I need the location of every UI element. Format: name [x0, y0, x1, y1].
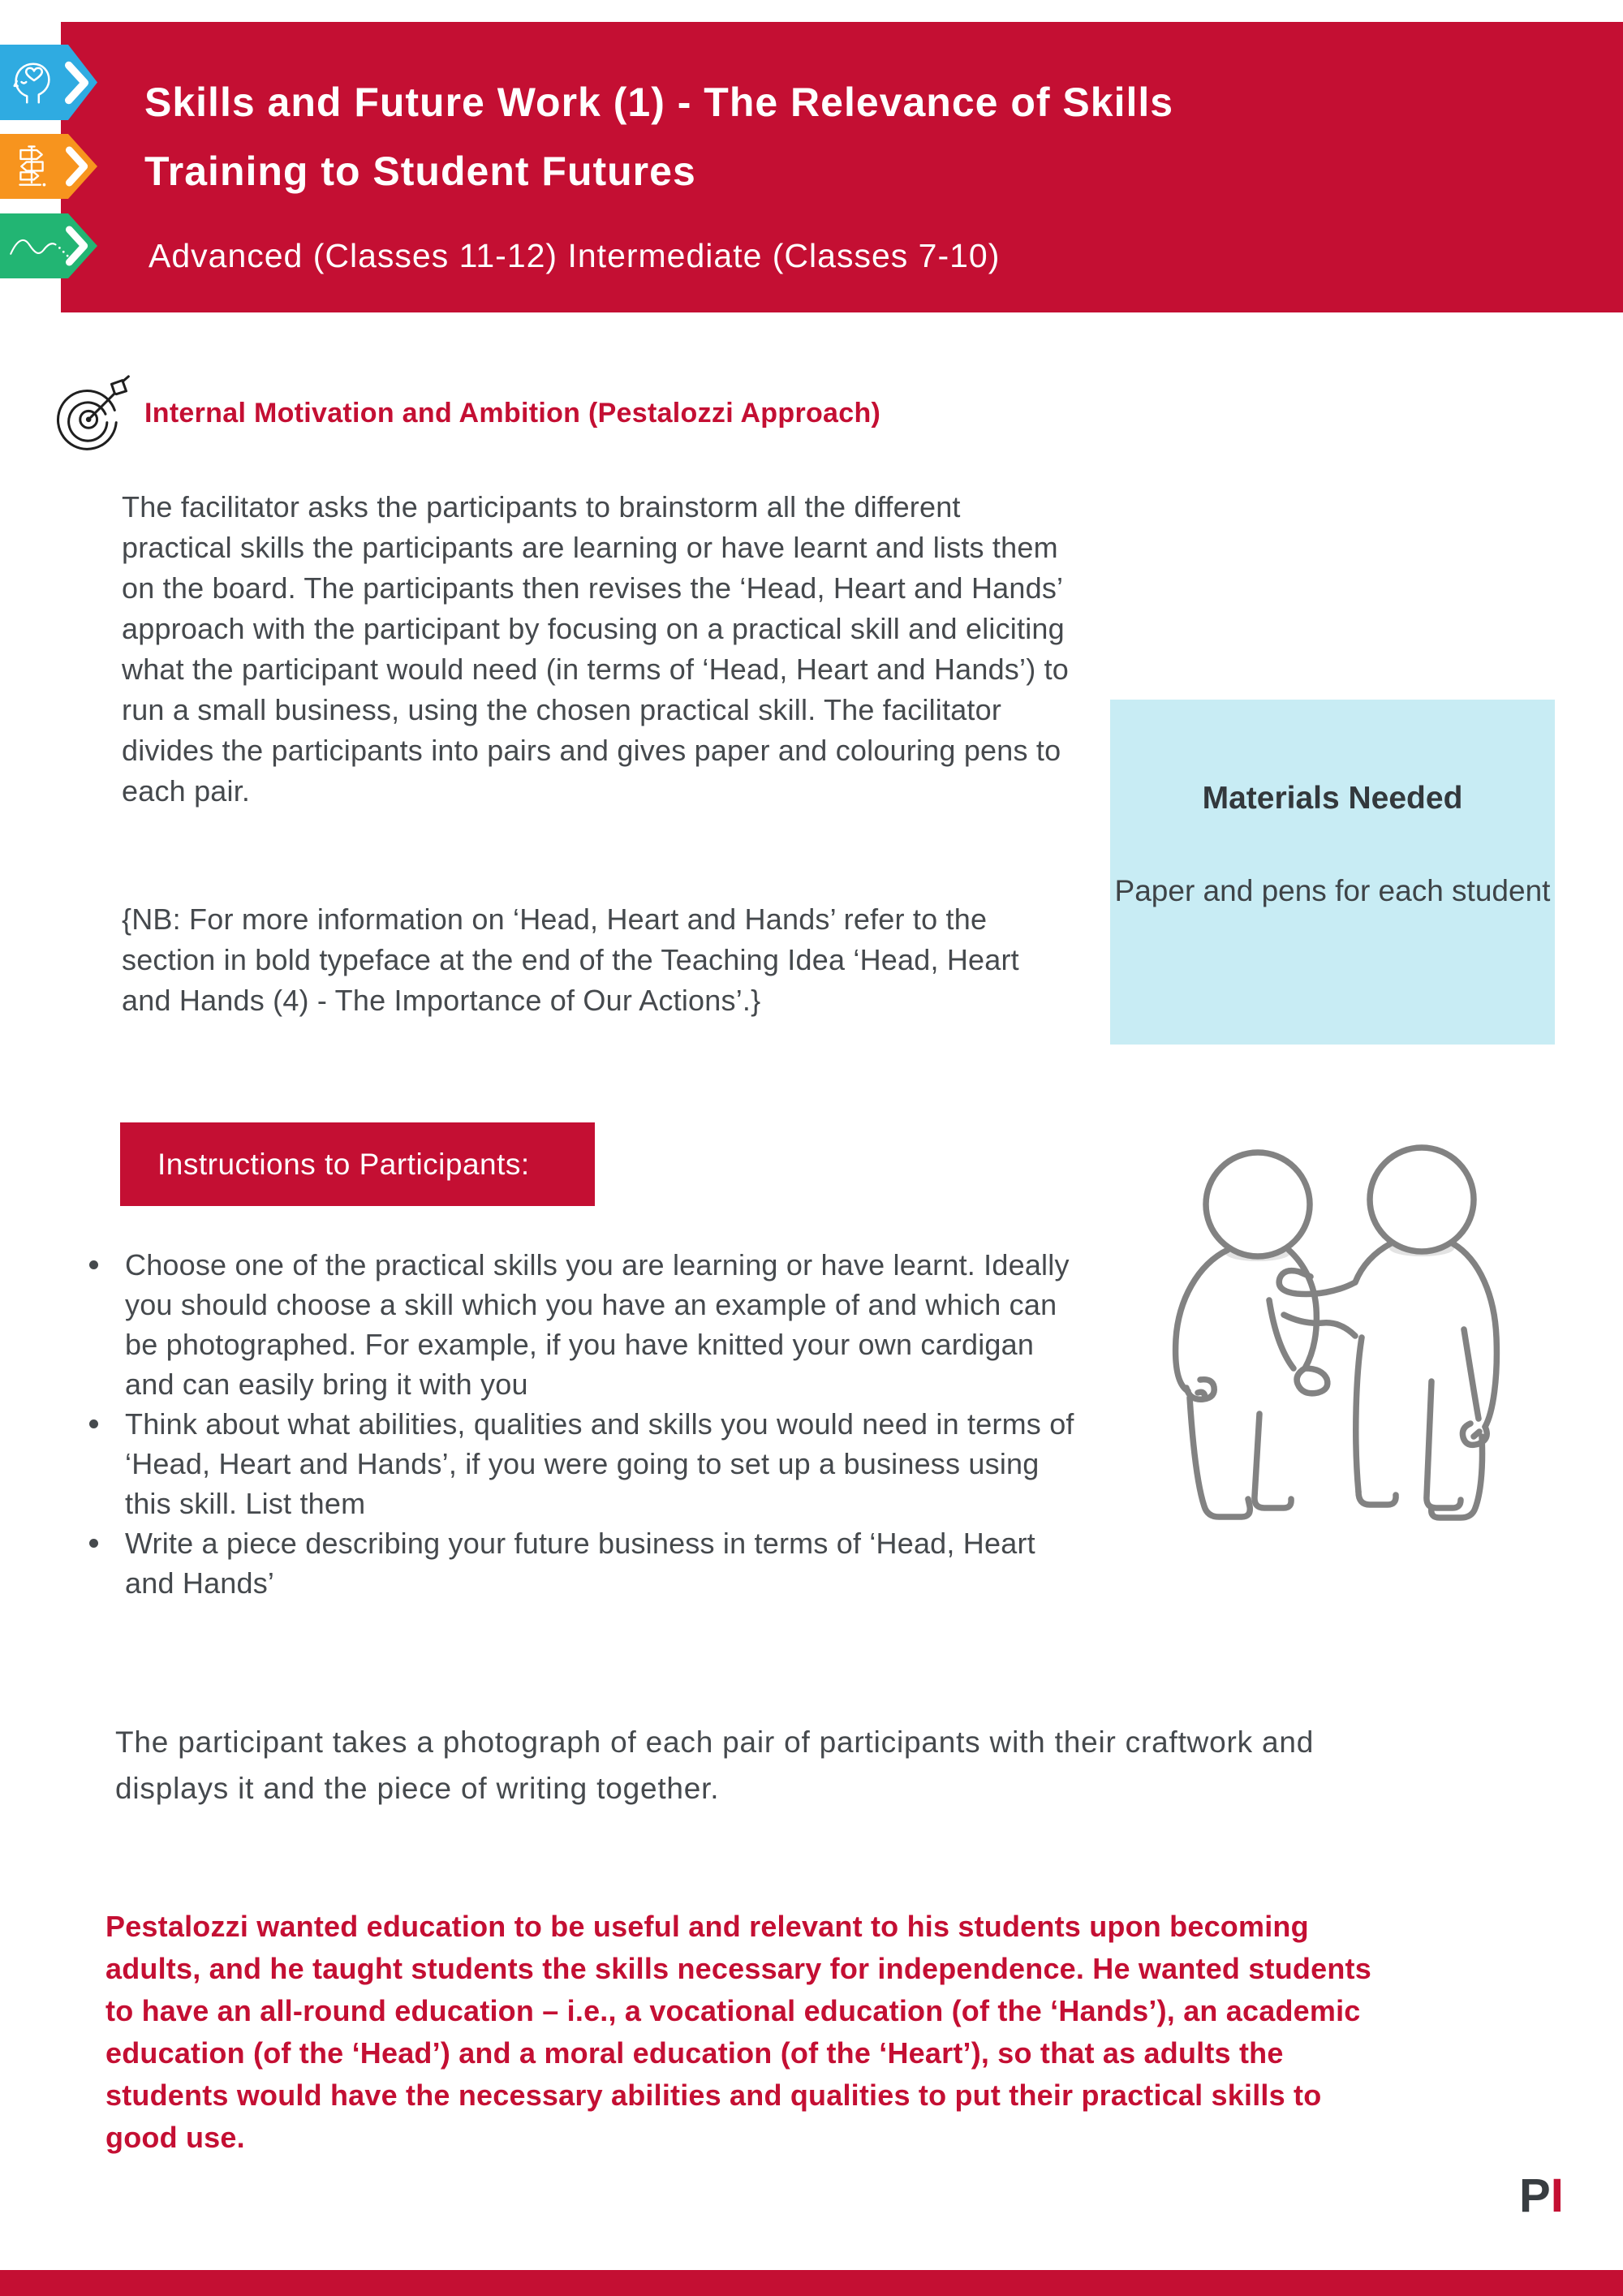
list-item: Think about what abilities, qualities and skills you would need in terms of ‘Head, Heart and Hands’, if you were going to set up a business using this skill. List them [88, 1404, 1086, 1523]
nb-note-paragraph: {NB: For more information on ‘Head, Heart and Hands’ refer to the section in bold typeface at the end of the Teaching Idea ‘Head, Heart and Hands (4) - The Importance of Our Actions’.} [122, 902, 1019, 1017]
page-title-line-2: Training to Student Futures [144, 149, 696, 194]
list-item: Write a piece describing your future business in terms of ‘Head, Heart and Hands’ [88, 1523, 1086, 1603]
header-banner [61, 22, 1623, 312]
list-item: Choose one of the practical skills you are learning or have learnt. Ideally you should choose a skill which you have an example of and which can be photographed. For example, if you have knitted your own cardigan and can easily bring it with you [88, 1245, 1086, 1404]
side-tab-direction [0, 134, 97, 199]
signpost-icon [8, 143, 55, 190]
chevron-right-icon [65, 223, 89, 269]
materials-title: Materials Needed [1202, 781, 1463, 816]
chevron-right-icon [65, 58, 89, 107]
chevron-right-icon [65, 144, 89, 189]
materials-text: Paper and pens for each student [1114, 874, 1551, 907]
pi-logo-p: P [1519, 2169, 1551, 2222]
dartboard-target-icon [49, 375, 133, 459]
pestalozzi-note: Pestalozzi wanted education to be useful and relevant to his students upon becoming adults, and he taught students the skills necessary for independence. He wanted students to have an all-round education – i.e., a vocational education (of the ‘Hands’), an academic education (of the ‘Head’) and a moral education (of the ‘Heart’), so that as adults the students would have the necessary abilities and qualities to put their practical skills to good use. [105, 1910, 1371, 2154]
head-with-heart-icon [8, 58, 58, 108]
facilitator-paragraph: The facilitator asks the participants to brainstorm all the different practical skills the participants are learning or have learnt and lists them on the board. The participants then revises the ‘Head, Heart and Hands’ approach with the participant by focusing on a practical skill and eliciting what the participant would need (in terms of ‘Head, Heart and Hands’) to run a small business, using the chosen practical skill. The facilitator divides the participants into pairs and gives paper and colouring pens to each pair. [122, 490, 1070, 808]
instructions-label: Instructions to Participants: [120, 1122, 595, 1206]
footer-bar [0, 2270, 1623, 2296]
side-tab-progress [0, 213, 97, 278]
closing-paragraph: The participant takes a photograph of each pair of participants with their craftwork and displays it and the piece of writing together. [115, 1725, 1315, 1805]
page-subtitle: Advanced (Classes 11-12) Intermediate (Classes 7-10) [149, 237, 1001, 274]
page-title-line-1: Skills and Future Work (1) - The Relevance of Skills [144, 80, 1174, 125]
instructions-bullet-list [88, 1245, 1086, 1603]
section-heading: Internal Motivation and Ambition (Pestalozzi Approach) [144, 398, 881, 429]
pi-logo-i: I [1550, 2169, 1564, 2222]
side-tab-mind [0, 45, 97, 120]
materials-needed-box [1110, 700, 1555, 1045]
pi-logo [1519, 2169, 1564, 2223]
trend-wave-icon [8, 226, 71, 265]
two-people-talking-illustration [1130, 1130, 1535, 1568]
